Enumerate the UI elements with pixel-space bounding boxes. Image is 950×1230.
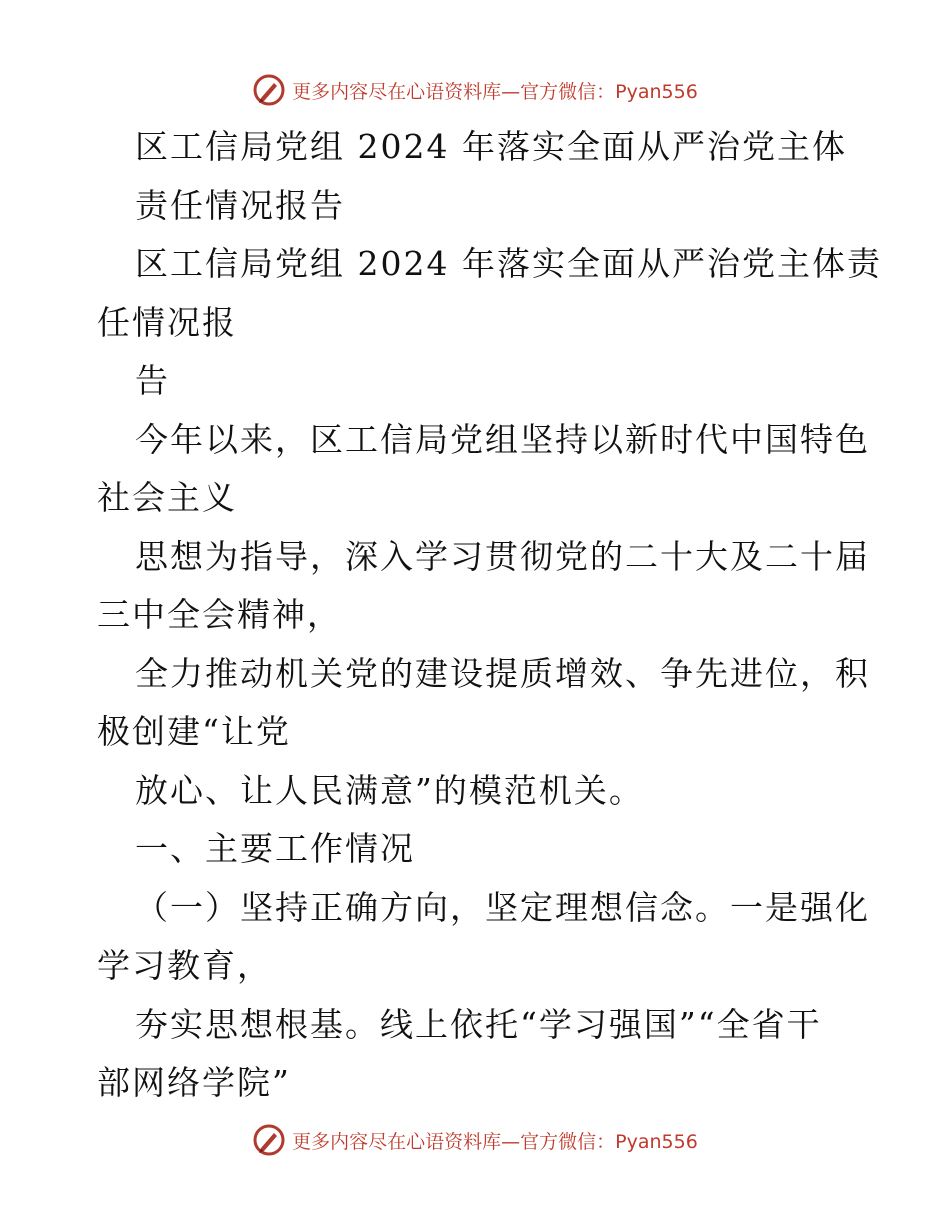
text-line: 区工信局党组 2024 年落实全面从严治党主体责 [135,244,882,283]
text-line: 放心、让人民满意”的模范机关。 [135,770,644,810]
title-line-1: 区工信局党组 2024 年落实全面从严治党主体 [135,127,847,166]
text-line: （一）坚持正确方向，坚定理想信念。一是强化 [135,887,870,927]
pen-logo-icon [252,1123,286,1157]
text-line: 思想为指导，深入学习贯彻党的二十大及二十届 [135,536,870,576]
footer-banner-text: 更多内容尽在心语资料库—官方微信：Pyan556 [292,1130,698,1153]
header-banner [0,70,950,110]
text-line: 夯实思想根基。线上依托“学习强国”“全省干 [135,1004,822,1044]
pen-logo-icon [252,73,286,107]
title-line-2: 责任情况报告 [135,185,345,225]
document-body [97,118,882,1113]
text-line: 任情况报 [97,302,237,342]
text-line: 今年以来，区工信局党组坚持以新时代中国特色 [135,419,870,459]
text-line: 告 [135,361,170,400]
text-line: 极创建“让党 [97,712,291,751]
footer-banner [0,1120,950,1160]
text-line: 三中全会精神， [97,595,342,634]
text-line: 社会主义 [97,478,237,517]
text-line: 全力推动机关党的建设提质增效、争先进位，积 [135,653,870,693]
text-line: 部网络学院” [97,1063,291,1102]
header-banner-text: 更多内容尽在心语资料库—官方微信：Pyan556 [292,80,698,103]
section-heading: 一、主要工作情况 [135,829,415,868]
text-line: 学习教育， [97,946,272,985]
